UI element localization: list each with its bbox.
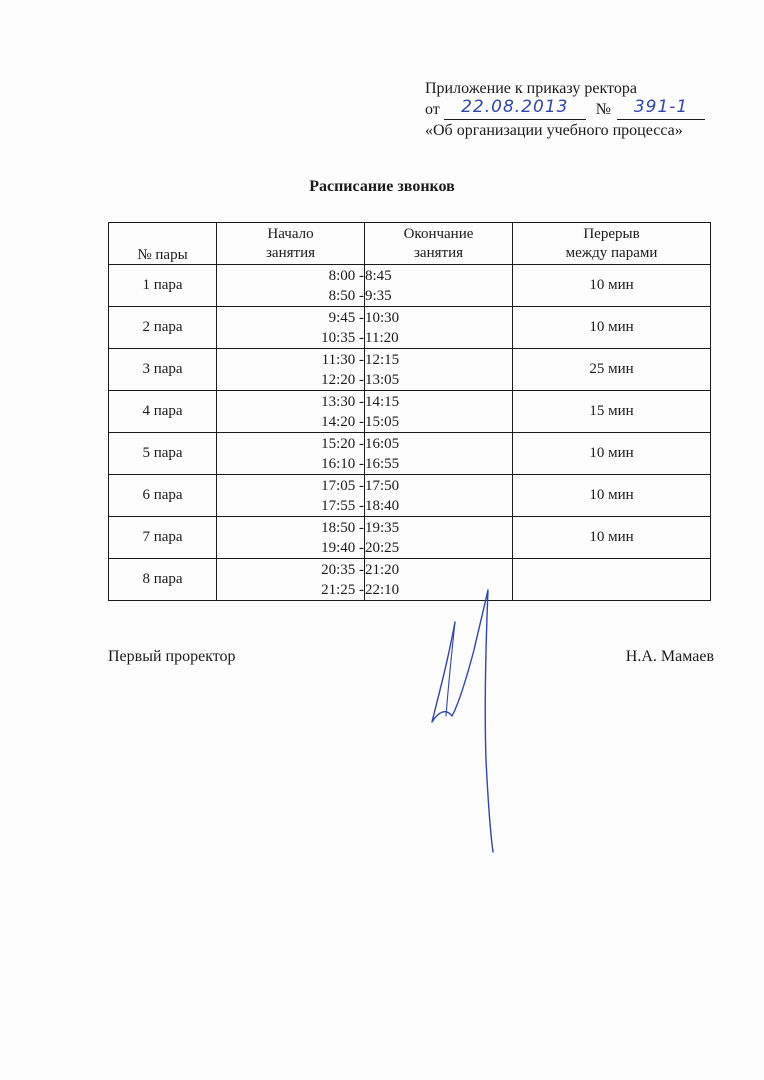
lesson-break: 10 мин bbox=[513, 433, 711, 475]
header-line-3: «Об организации учебного процесса» bbox=[425, 122, 683, 139]
table-header-row bbox=[109, 223, 711, 265]
lesson-break: 10 мин bbox=[513, 517, 711, 559]
table-row bbox=[109, 391, 711, 433]
table-row bbox=[109, 433, 711, 475]
lesson-start: 18:50 - 19:40 - bbox=[217, 517, 365, 559]
lesson-end: 16:05 16:55 bbox=[365, 433, 513, 475]
header-break: Перерыв между парами bbox=[513, 223, 711, 265]
header-end: Окончание занятия bbox=[365, 223, 513, 265]
lesson-break: 15 мин bbox=[513, 391, 711, 433]
lesson-number: 2 пара bbox=[109, 307, 217, 349]
lesson-number: 4 пара bbox=[109, 391, 217, 433]
signatory-position: Первый проректор bbox=[108, 648, 236, 665]
lesson-number: 6 пара bbox=[109, 475, 217, 517]
lesson-number: 7 пара bbox=[109, 517, 217, 559]
header-line-1: Приложение к приказу ректора bbox=[425, 80, 637, 97]
lesson-break: 25 мин bbox=[513, 349, 711, 391]
table-row bbox=[109, 307, 711, 349]
handwritten-number-field bbox=[617, 97, 705, 120]
lesson-start: 8:00 - 8:50 - bbox=[217, 265, 365, 307]
lesson-break bbox=[513, 559, 711, 601]
handwritten-date-field bbox=[444, 97, 586, 120]
lesson-break: 10 мин bbox=[513, 307, 711, 349]
table-row bbox=[109, 559, 711, 601]
lesson-end: 12:15 13:05 bbox=[365, 349, 513, 391]
lesson-number: 1 пара bbox=[109, 265, 217, 307]
lesson-end: 8:45 9:35 bbox=[365, 265, 513, 307]
page-title: Расписание звонков bbox=[309, 178, 455, 195]
lesson-start: 9:45 - 10:35 - bbox=[217, 307, 365, 349]
lesson-start: 13:30 - 14:20 - bbox=[217, 391, 365, 433]
lesson-number: 8 пара bbox=[109, 559, 217, 601]
lesson-break: 10 мин bbox=[513, 475, 711, 517]
lesson-end: 21:20 22:10 bbox=[365, 559, 513, 601]
table-row bbox=[109, 517, 711, 559]
handwritten-date: 22.08.2013 bbox=[461, 97, 569, 117]
lesson-start: 20:35 - 21:25 - bbox=[217, 559, 365, 601]
lesson-end: 17:50 18:40 bbox=[365, 475, 513, 517]
lesson-end: 19:35 20:25 bbox=[365, 517, 513, 559]
handwritten-number: 391-1 bbox=[633, 97, 689, 117]
table-row bbox=[109, 265, 711, 307]
bell-schedule-table bbox=[108, 222, 711, 601]
lesson-end: 14:15 15:05 bbox=[365, 391, 513, 433]
lesson-end: 10:30 11:20 bbox=[365, 307, 513, 349]
lesson-start: 17:05 - 17:55 - bbox=[217, 475, 365, 517]
signatory-name: Н.А. Мамаев bbox=[625, 648, 714, 665]
table-row bbox=[109, 475, 711, 517]
from-label: от bbox=[425, 101, 440, 118]
lesson-number: 5 пара bbox=[109, 433, 217, 475]
lesson-break: 10 мин bbox=[513, 265, 711, 307]
header-number: № пары bbox=[109, 223, 217, 265]
order-attachment-header bbox=[425, 78, 725, 141]
number-label: № bbox=[595, 101, 612, 118]
lesson-number: 3 пара bbox=[109, 349, 217, 391]
header-line-2 bbox=[425, 99, 725, 120]
lesson-start: 11:30 - 12:20 - bbox=[217, 349, 365, 391]
lesson-start: 15:20 - 16:10 - bbox=[217, 433, 365, 475]
header-start: Начало занятия bbox=[217, 223, 365, 265]
table-row bbox=[109, 349, 711, 391]
